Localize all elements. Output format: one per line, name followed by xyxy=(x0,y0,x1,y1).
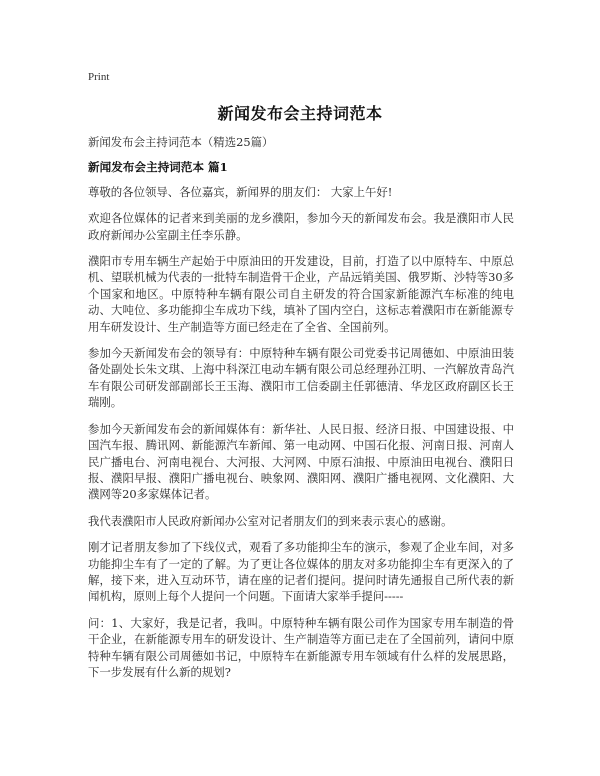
print-link[interactable]: Print xyxy=(88,71,110,83)
document-title: 新闻发布会主持词范本 xyxy=(217,104,383,123)
document-body xyxy=(88,134,514,690)
paragraph-greeting: 尊敬的各位领导、各位嘉宾，新闻界的朋友们： 大家上午好! xyxy=(88,184,393,199)
document-subtitle: 新闻发布会主持词范本（精选25篇） xyxy=(88,135,274,149)
paragraph-question-1: 问：1、大家好，我是记者，我叫。中原特种车辆有限公司作为国家专用车制造的骨干企业，在新能源专用车的研发设计、生产制造等方面已走在了全国前列，请问中原特种车辆有限公司周德如书记，中原特车在新能源专用车领域有什么样的发展思路，下一步发展有什么新的规划? xyxy=(88,615,514,679)
paragraph-qa-intro: 刚才记者朋友参加了下线仪式，观看了多功能抑尘车的演示，参观了企业车间，对多功能抑尘车有了一定的了解。为了更让各位媒体的朋友对多功能抑尘车有更深入的了解，接下来，进入互动环节，请在座的记者们提问。提问时请先通报自己所代表的新闻机构，原则上每个人提问一个问题。下面请大家举手提问----- xyxy=(88,540,514,604)
paragraph-attending-leaders: 参加今天新闻发布会的领导有：中原特种车辆有限公司党委书记周德如、中原油田装备处副处长朱文琪、上海中科深江电动车辆有限公司总经理孙江明、一汽解放青岛汽车有限公司研发部副部长王玉海、濮阳市工信委副主任郭德清、华龙区政府副区长王瑞刚。 xyxy=(88,346,514,410)
paragraph-thanks: 我代表濮阳市人民政府新闻办公室对记者朋友们的到来表示衷心的感谢。 xyxy=(88,513,453,528)
section-heading: 新闻发布会主持词范本 篇1 xyxy=(88,160,228,175)
paragraph-welcome: 欢迎各位媒体的记者来到美丽的龙乡濮阳，参加今天的新闻发布会。我是濮阳市人民政府新闻办公室副主任李乐静。 xyxy=(88,211,514,242)
paragraph-attending-media: 参加今天新闻发布会的新闻媒体有：新华社、人民日报、经济日报、中国建设报、中国汽车报、腾讯网、新能源汽车新闻、第一电动网、中国石化报、河南日报、河南人民广播电台、河南电视台、大河报、大河网、中原石油报、中原油田电视台、濮阳日报、濮阳早报、濮阳广播电视台、映象网、濮阳网、濮阳广播电视网、文化濮阳、大濮网等20多家媒体记者。 xyxy=(88,421,514,502)
paragraph-industry-intro: 濮阳市专用车辆生产起始于中原油田的开发建设，目前，打造了以中原特车、中原总机、望联机械为代表的一批特车制造骨干企业，产品远销美国、俄罗斯、沙特等30多个国家和地区。中原特种车辆有限公司自主研发的符合国家新能源汽车标准的纯电动、大吨位、多功能抑尘车成功下线，填补了国内空白，这标志着濮阳市在新能源专用车研发设计、生产制造等方面已经走在了全省、全国前列。 xyxy=(88,254,514,334)
